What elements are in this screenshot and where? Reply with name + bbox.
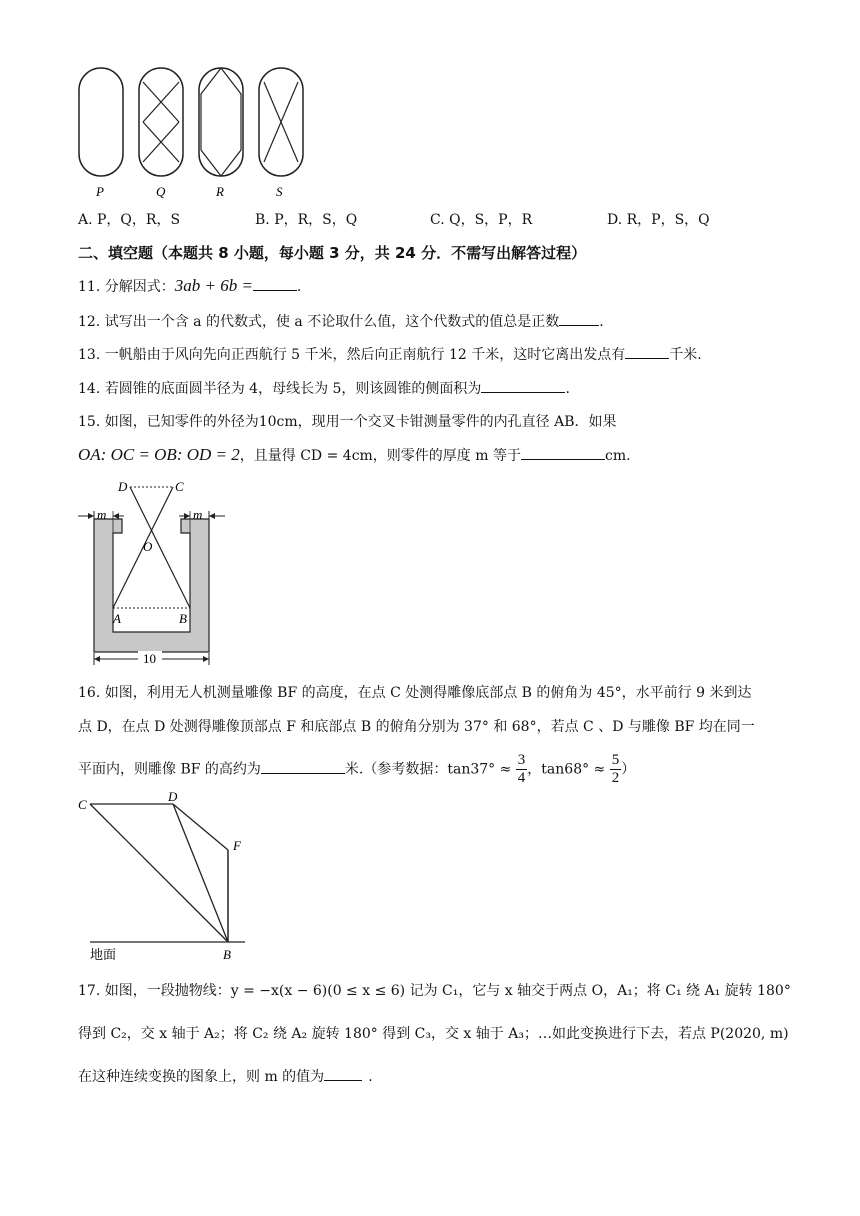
q12-end: . — [599, 314, 604, 330]
q16-ref-text: 米.（参考数据：tan37° ≈ — [344, 761, 512, 778]
option-d: D. R，P，S，Q — [607, 212, 710, 228]
q13-end: 千米. — [669, 347, 702, 363]
fraction-3-4: $\frac{3}{4}$ — [517, 752, 526, 786]
q13-text: 13. 一帆船由于风向先向正西航行 5 千米，然后向正南航行 12 千米，这时它离出发点有 — [78, 347, 626, 363]
fig16-label-f: F — [233, 838, 241, 853]
shape-label-s: S — [276, 184, 283, 199]
shape-p — [79, 68, 123, 176]
q15-ratio: OA: OC = OB: OD = 2 — [78, 445, 240, 464]
question-16-line-3 — [78, 752, 635, 787]
q17-answer-blank[interactable] — [324, 1066, 362, 1081]
option-a: A. P，Q，R，S — [78, 212, 181, 228]
q14-text: 14. 若圆锥的底面圆半径为 4，母线长为 5，则该圆锥的侧面积为 — [78, 381, 482, 397]
line-cb — [90, 804, 228, 942]
question-13 — [78, 344, 702, 365]
fig15-label-width: 10 — [143, 651, 156, 666]
fig16-label-d: D — [168, 790, 178, 804]
q11-answer-blank[interactable] — [253, 276, 297, 291]
figure-16-drone — [75, 790, 255, 965]
option-b: B. P，R，S，Q — [255, 212, 358, 228]
question-15-line-2 — [78, 445, 631, 466]
shape-q — [139, 68, 183, 176]
fig15-label-o: O — [143, 539, 153, 554]
fig15-label-m-left: m — [97, 507, 107, 522]
question-16-line-2: 点 D，在点 D 处测得雕像顶部点 F 和底部点 B 的俯角分别为 37° 和 68°，若点 C 、D 与雕像 BF 均在同一 — [78, 719, 755, 735]
question-11 — [78, 276, 301, 297]
line-db — [173, 804, 228, 942]
option-c: C. Q，S，P，R — [430, 212, 533, 228]
question-17-line-2: 得到 C₂，交 x 轴于 A₂；将 C₂ 绕 A₂ 旋转 180° 得到 C₃，交 x 轴于 A₃；…如此变换进行下去，若点 P(2020, m) — [78, 1026, 789, 1042]
q17-end: . — [368, 1069, 373, 1085]
q12-answer-blank[interactable] — [559, 311, 599, 326]
question-17-line-1: 17. 如图，一段抛物线：y = −x(x − 6)(0 ≤ x ≤ 6) 记为 C₁，它与 x 轴交于两点 O，A₁；将 C₁ 绕 A₁ 旋转 180° — [78, 983, 791, 999]
q15-unit: cm. — [604, 448, 631, 464]
question-17-line-3 — [78, 1066, 373, 1087]
figure-15-caliper — [72, 475, 232, 670]
fig15-label-m-right: m — [193, 507, 203, 522]
fig16-label-ground: 地面 — [90, 948, 117, 963]
q16-ref-text-2: ，tan68° ≈ — [527, 761, 606, 778]
shape-label-r: R — [216, 184, 224, 199]
question-14 — [78, 378, 570, 399]
fig15-label-d: D — [118, 479, 128, 494]
question-15-line-1: 15. 如图，已知零件的外径为10cm，现用一个交叉卡钳测量零件的内孔直径 AB．如果 — [78, 414, 617, 430]
section-title: 二、填空题（本题共 8 小题，每小题 3 分，共 24 分．不需写出解答过程） — [78, 244, 587, 262]
q14-end: . — [565, 381, 570, 397]
shape-label-q: Q — [156, 184, 166, 199]
q11-end: . — [296, 279, 302, 295]
fraction-5-2: $\frac{5}{2}$ — [611, 752, 620, 786]
shape-r — [199, 68, 243, 176]
shapes-figure — [74, 62, 314, 202]
fig15-label-b: B — [179, 611, 187, 626]
question-12 — [78, 311, 604, 332]
q16-answer-blank[interactable] — [261, 759, 345, 774]
shape-s — [259, 68, 303, 176]
question-16-line-1: 16. 如图，利用无人机测量雕像 BF 的高度，在点 C 处测得雕像底部点 B 的俯角为 45°，水平前行 9 米到达 — [78, 685, 752, 701]
fig16-label-b: B — [223, 947, 231, 962]
q11-text: 11. 分解因式： — [78, 279, 175, 295]
fig16-label-c: C — [78, 797, 87, 812]
shape-label-p: P — [96, 184, 104, 199]
q13-answer-blank[interactable] — [625, 344, 669, 359]
q14-answer-blank[interactable] — [481, 378, 565, 393]
q17-text: 在这种连续变换的图象上，则 m 的值为 — [78, 1069, 325, 1085]
q12-text: 12. 试写出一个含 a 的代数式，使 a 不论取什么值，这个代数式的值总是正数 — [78, 314, 560, 330]
q16-text: 平面内，则雕像 BF 的高约为 — [78, 761, 261, 778]
caliper-arm-dc — [130, 487, 190, 608]
fig15-label-a: A — [113, 611, 121, 626]
q11-expr: 3ab + 6b = — [174, 276, 253, 295]
q15-text: ，且量得 CD = 4cm，则零件的厚度 m 等于 — [239, 448, 521, 464]
q16-end: ） — [621, 761, 636, 778]
q15-answer-blank[interactable] — [521, 445, 605, 460]
line-df — [173, 804, 228, 850]
fig15-label-c: C — [175, 479, 184, 494]
